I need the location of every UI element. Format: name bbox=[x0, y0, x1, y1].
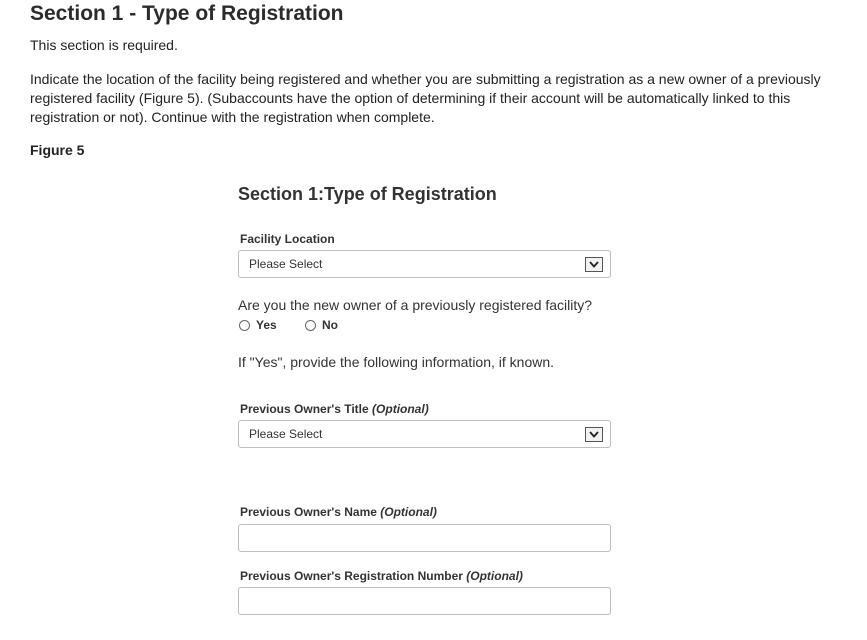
optional-tag: (Optional) bbox=[466, 569, 523, 583]
radio-unchecked-icon[interactable] bbox=[305, 320, 316, 331]
previous-owner-title-select-value: Please Select bbox=[249, 427, 323, 441]
previous-owner-title-select[interactable] bbox=[238, 420, 611, 448]
facility-location-select[interactable] bbox=[238, 250, 611, 278]
facility-location-select-value: Please Select bbox=[249, 257, 323, 271]
previous-owner-name-label-text: Previous Owner's Name bbox=[240, 505, 377, 519]
figure-label: Figure 5 bbox=[30, 142, 85, 158]
new-owner-question: Are you the new owner of a previously registered facility? bbox=[238, 297, 593, 313]
previous-owner-registration-number-input[interactable] bbox=[238, 587, 611, 615]
previous-owner-name-label bbox=[240, 505, 437, 519]
required-note: This section is required. bbox=[30, 37, 178, 53]
previous-owner-title-label-text: Previous Owner's Title bbox=[240, 402, 369, 416]
radio-no-label: No bbox=[322, 318, 338, 332]
chevron-down-icon bbox=[585, 257, 603, 272]
form-title: Section 1:Type of Registration bbox=[238, 184, 497, 204]
optional-tag: (Optional) bbox=[380, 505, 437, 519]
if-yes-note: If "Yes", provide the following information, if known. bbox=[238, 354, 555, 370]
previous-owner-registration-number-label-text: Previous Owner's Registration Number bbox=[240, 569, 463, 583]
facility-location-label bbox=[240, 232, 335, 246]
radio-yes-label: Yes bbox=[256, 318, 277, 332]
optional-tag: (Optional) bbox=[372, 402, 429, 416]
previous-owner-name-input[interactable] bbox=[238, 524, 611, 552]
facility-location-label-text: Facility Location bbox=[240, 232, 335, 246]
previous-owner-registration-number-label bbox=[240, 569, 523, 583]
page-heading: Section 1 - Type of Registration bbox=[30, 2, 344, 25]
previous-owner-title-label bbox=[240, 402, 429, 416]
radio-unchecked-icon[interactable] bbox=[239, 320, 250, 331]
chevron-down-icon bbox=[585, 427, 603, 442]
new-owner-radio-group bbox=[238, 318, 438, 334]
instructions-paragraph: Indicate the location of the facility being registered and whether you are submitting a registration as a new owner of a previously registered facility (Figure 5). (Subaccounts have the option of determining if their account will be automatically linked to this registration or not). Continue with the registration when complete. bbox=[30, 71, 821, 125]
